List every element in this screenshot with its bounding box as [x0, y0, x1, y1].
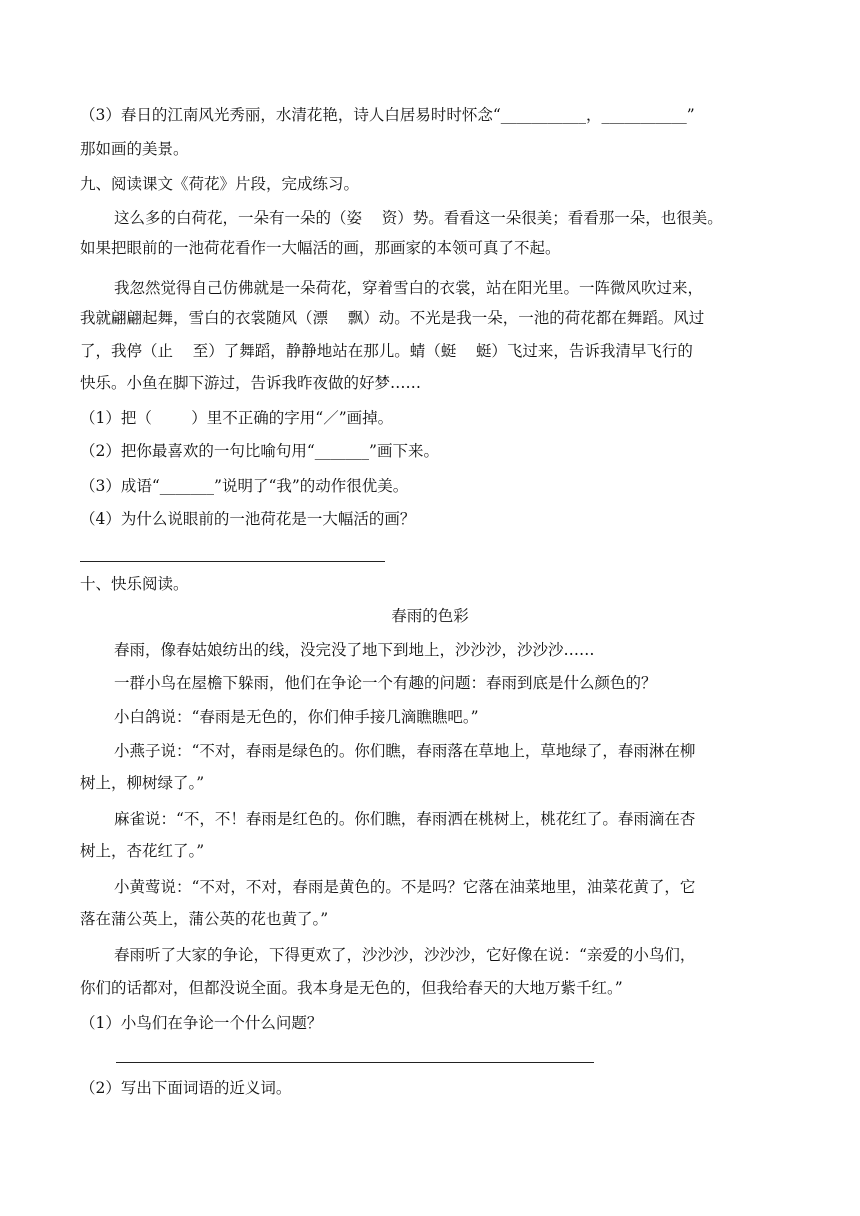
section9-para2-line2: 我就翩翩起舞，雪白的衣裳随风（漂 飘）动。不光是我一朵，一池的荷花都在舞蹈。风过	[80, 309, 705, 327]
answer-line-q9-4[interactable]	[80, 561, 385, 562]
section9-question-3: （3）成语“_______”说明了“我”的动作很优美。	[80, 477, 409, 495]
story-line-1: 春雨，像春姑娘纺出的线，没完没了地下到地上，沙沙沙，沙沙沙……	[114, 641, 595, 659]
section9-para2-line3: 了，我停（止 至）了舞蹈，静静地站在那儿。蜻（蜓 蜓）飞过来，告诉我清早飞行的	[80, 342, 693, 360]
story-title: 春雨的色彩	[391, 607, 469, 625]
section9-para2-line1: 我忽然觉得自己仿佛就是一朵荷花，穿着雪白的衣裳，站在阳光里。一阵微风吹过来，	[114, 279, 704, 297]
story-line-8: 小黄莺说：“不对，不对，春雨是黄色的。不是吗？它落在油菜地里，油菜花黄了，它	[114, 878, 696, 896]
q8-3-line1: （3）春日的江南风光秀丽，水清花艳，诗人白居易时时怀念“___________，___________”	[80, 106, 695, 124]
section9-question-4: （4）为什么说眼前的一池荷花是一大幅活的画？	[80, 510, 416, 528]
section10-question-2: （2）写出下面词语的近义词。	[80, 1079, 292, 1097]
story-line-9: 落在蒲公英上，蒲公英的花也黄了。”	[80, 910, 329, 928]
q8-3-line2: 那如画的美景。	[80, 140, 189, 158]
section9-para1-line2: 如果把眼前的一池荷花看作一大幅活的画，那画家的本领可真了不起。	[80, 239, 561, 257]
story-line-4: 小燕子说：“不对，春雨是绿色的。你们瞧，春雨落在草地上，草地绿了，春雨淋在柳	[114, 742, 696, 760]
story-line-3: 小白鸽说：“春雨是无色的，你们伸手接几滴瞧瞧吧。”	[114, 708, 479, 726]
section10-question-1: （1）小鸟们在争论一个什么问题？	[80, 1014, 323, 1032]
story-line-6: 麻雀说：“不，不！春雨是红色的。你们瞧，春雨洒在桃树上，桃花红了。春雨滴在杏	[114, 810, 696, 828]
story-line-2: 一群小鸟在屋檐下躲雨，他们在争论一个有趣的问题：春雨到底是什么颜色的？	[114, 674, 657, 692]
story-line-5: 树上，柳树绿了。”	[80, 774, 205, 792]
story-line-10: 春雨听了大家的争论，下得更欢了，沙沙沙，沙沙沙，它好像在说：“亲爱的小鸟们，	[114, 946, 696, 964]
section9-question-1: （1）把（ ）里不正确的字用“／”画掉。	[80, 409, 394, 427]
section9-para2-line4: 快乐。小鱼在脚下游过，告诉我昨夜做的好梦……	[80, 374, 422, 392]
story-line-11: 你们的话都对，但都没说全面。我本身是无色的，但我给春天的大地万紫千红。”	[80, 979, 623, 997]
section9-question-2: （2）把你最喜欢的一句比喻句用“_______”画下来。	[80, 442, 439, 460]
section9-heading: 九、阅读课文《荷花》片段，完成练习。	[80, 175, 360, 193]
section9-para1-line1: 这么多的白荷花，一朵有一朵的（姿 资）势。看看这一朵很美；看看那一朵，也很美。	[114, 209, 723, 227]
answer-line-q10-1[interactable]	[116, 1062, 594, 1063]
story-line-7: 树上，杏花红了。”	[80, 842, 205, 860]
section10-heading: 十、快乐阅读。	[80, 575, 189, 593]
